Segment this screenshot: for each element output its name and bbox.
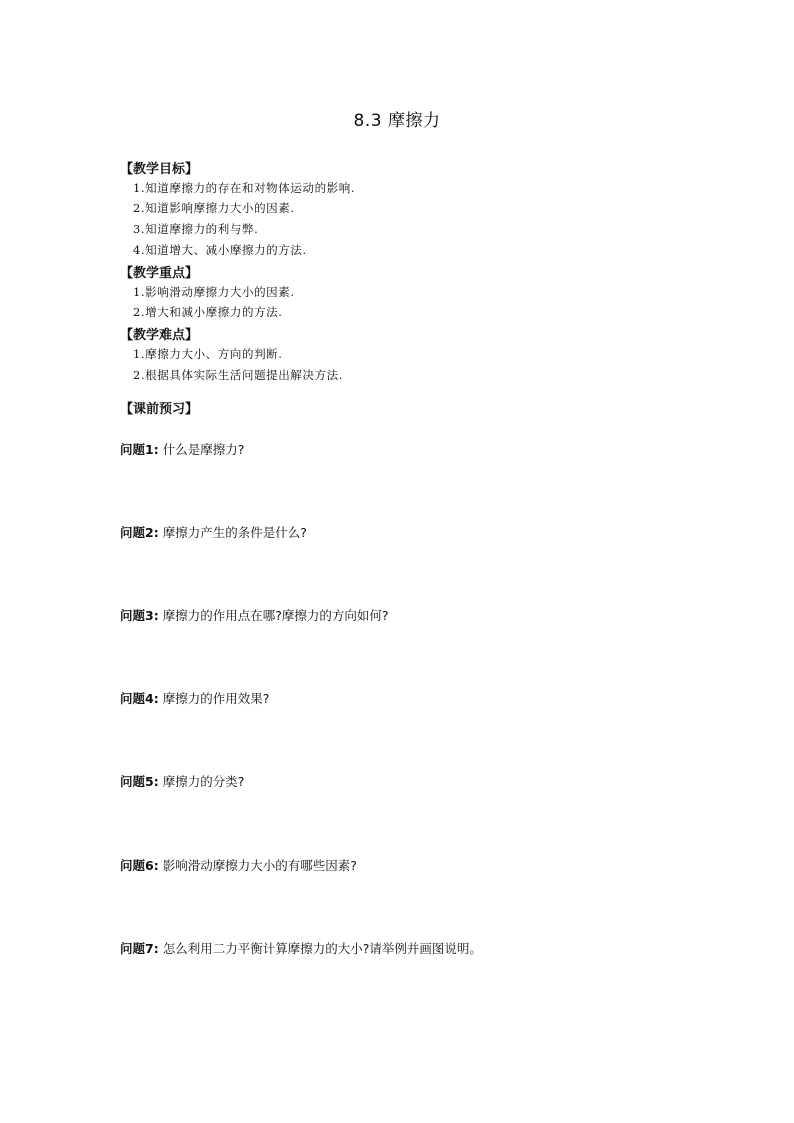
preview-question bbox=[120, 939, 482, 957]
key-point-item: 1.影响滑动摩擦力大小的因素. bbox=[133, 285, 295, 299]
difficulties-heading: 【教学难点】 bbox=[120, 328, 199, 343]
objective-item: 2.知道影响摩擦力大小的因素. bbox=[133, 201, 295, 215]
question-label: 问题2: bbox=[120, 525, 159, 540]
objective-item: 4.知道增大、减小摩擦力的方法. bbox=[133, 243, 307, 257]
preview-heading: 【课前预习】 bbox=[120, 402, 199, 417]
key-point-item: 2.增大和减小摩擦力的方法. bbox=[133, 305, 283, 319]
preview-question bbox=[120, 523, 307, 541]
question-text: 什么是摩擦力? bbox=[162, 442, 245, 457]
question-text: 摩擦力的作用效果? bbox=[162, 691, 270, 706]
objectives-heading: 【教学目标】 bbox=[120, 162, 199, 177]
difficulty-item: 1.摩擦力大小、方向的判断. bbox=[133, 347, 283, 361]
question-text: 摩擦力的分类? bbox=[162, 774, 245, 789]
preview-question bbox=[120, 606, 388, 624]
difficulty-item: 2.根据具体实际生活问题提出解决方法. bbox=[133, 368, 344, 382]
preview-question bbox=[120, 856, 357, 874]
question-text: 摩擦力的作用点在哪?摩擦力的方向如何? bbox=[162, 608, 389, 623]
question-text: 怎么利用二力平衡计算摩擦力的大小?请举例并画图说明。 bbox=[162, 941, 482, 956]
question-text: 摩擦力产生的条件是什么? bbox=[162, 525, 307, 540]
preview-question bbox=[120, 689, 269, 707]
question-label: 问题3: bbox=[120, 608, 159, 623]
question-text: 影响滑动摩擦力大小的有哪些因素? bbox=[162, 858, 357, 873]
preview-question bbox=[120, 440, 244, 458]
question-label: 问题1: bbox=[120, 442, 159, 457]
question-label: 问题7: bbox=[120, 941, 159, 956]
page-title: 8.3 摩擦力 bbox=[353, 111, 441, 131]
key-points-heading: 【教学重点】 bbox=[120, 266, 199, 281]
question-label: 问题6: bbox=[120, 858, 159, 873]
objective-item: 3.知道摩擦力的利与弊. bbox=[133, 222, 259, 236]
question-label: 问题5: bbox=[120, 774, 159, 789]
objective-item: 1.知道摩擦力的存在和对物体运动的影响. bbox=[133, 181, 356, 195]
preview-question bbox=[120, 772, 244, 790]
question-label: 问题4: bbox=[120, 691, 159, 706]
